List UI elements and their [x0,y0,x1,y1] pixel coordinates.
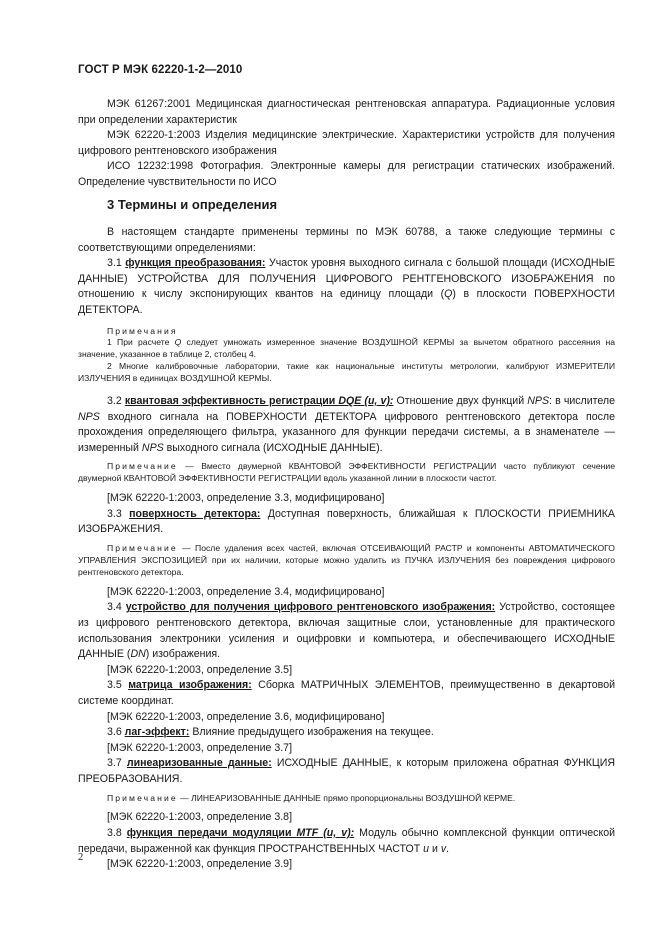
term-3-7: 3.7 линеаризованные данные: ИСХОДНЫЕ ДАННЫЕ, к которым приложена обратная ФУНКЦИЯ ПРЕОБРАЗОВАНИЯ. [78,757,615,785]
page-number: 2 [78,852,84,863]
normative-references [78,97,615,191]
terms-body [78,225,615,873]
source-3-8: [МЭК 62220-1:2003, определение 3.9] [107,858,293,871]
section-intro: В настоящем стандарте применены термины по МЭК 60788, а также следующие термины с соответствующими определениями: [78,226,615,254]
reference-iec-62220: МЭК 62220-1:2003 Изделия медицинские электрические. Характеристики устройств для получения цифрового рентгеновского изображения [78,129,615,157]
note-3-3: Примечание — После удаления всех частей, включая ОТСЕИВАЮЩИЙ РАСТР и компоненты АВТОМАТИЧЕСКОГО УПРАВЛЕНИЯ ЭКСПОЗИЦИЕЙ при их наличии, которые можно удалить из ПУЧКА ИЗЛУЧЕНИЯ без повреждения цифрового рентгеновского детектора. [78,543,615,577]
notes-3-1 [78,326,615,386]
source-3-5: [МЭК 62220-1:2003, определение 3.6, модифицировано] [107,710,385,723]
note-1: 1 При расчете Q следует умножать измеренное значение ВОЗДУШНОЙ КЕРМЫ за вычетом обратного рассеяния на значение, указанное в таблице 2, столбец 4. [78,337,615,360]
term-3-6: 3.6 лаг-эффект: Влияние предыдущего изображения на текущее. [107,726,434,739]
source-3-4: [МЭК 62220-1:2003, определение 3.5] [107,663,293,676]
term-3-3: 3.3 поверхность детектора: Доступная поверхность, ближайшая к ПЛОСКОСТИ ПРИЕМНИКА ИЗОБРАЖЕНИЯ. [78,507,615,536]
term-3-4: 3.4 устройство для получения цифрового рентгеновского изображения: Устройство, состоящее из цифрового рентгеновского детектора, включая защитные слои, установленные для практического использования электроники усиления и оцифровки и компьютера, и обеспечивающего ИСХОДНЫЕ ДАННЫЕ (DN) изображения. [78,601,616,661]
note-3-7: Примечание — ЛИНЕАРИЗОВАННЫЕ ДАННЫЕ прямо пропорциональны ВОЗДУШНОЙ КЕРМЕ. [107,792,516,803]
reference-iso-12232: ИСО 12232:1998 Фотография. Электронные камеры для регистрации статических изображений. Определение чувствительности по ИСО [78,160,615,188]
source-3-2: [МЭК 62220-1:2003, определение 3.3, модифицировано] [107,492,385,505]
term-3-2: 3.2 квантовая эффективность регистрации DQE (u, v): Отношение двух функций NPS: в числителе NPS входного сигнала на ПОВЕРХНОСТИ ДЕТЕКТОРА цифрового рентгеновского детектора после прохождения определяющего фильтра, указанного для функции передачи системы, а в знаменателе — измеренный NPS выходного сигнала (ИСХОДНЫЕ ДАННЫЕ). [78,395,616,454]
source-3-3: [МЭК 62220-1:2003, определение 3.4, модифицировано] [107,585,385,598]
notes-label: Примечания [107,325,178,336]
term-3-8: 3.8 функция передачи модуляции MTF (u, v): Модуль обычно комплексной функции оптической передачи, выраженной как функция ПРОСТРАНСТВЕННЫХ ЧАСТОТ u и v. [78,827,616,855]
reference-iec-61267: МЭК 61267:2001 Медицинская диагностическая рентгеновская аппаратура. Радиационные условия при определении характеристик [78,98,615,126]
term-title: функция преобразования: [125,257,266,270]
term-3-1: 3.1 функция преобразования: Участок уровня выходного сигнала с большой площади (ИСХОДНЫЕ ДАННЫЕ) УСТРОЙСТВА ДЛЯ ПОЛУЧЕНИЯ ЦИФРОВОГО РЕНТГЕНОВСКОГО ИЗОБРАЖЕНИЯ по отношению к числу экспонирующих квантов на единицу площади (Q) в плоскости ПОВЕРХНОСТИ ДЕТЕКТОРА. [78,257,616,316]
note-3-2: Примечание — Вместо двумерной КВАНТОВОЙ ЭФФЕКТИВНОСТИ РЕГИСТРАЦИИ часто публикуют сечение двумерной КВАНТОВОЙ ЭФФЕКТИВНОСТИ РЕГИСТРАЦИИ вдоль указанной линии в плоскости частот. [78,461,615,484]
section-title: 3 Термины и определения [107,197,278,212]
source-3-6: [МЭК 62220-1:2003, определение 3.7] [107,741,293,754]
note-2: 2 Многие калибровочные лаборатории, такие как национальные институты метрологии, калибруют ИЗМЕРИТЕЛИ ИЗЛУЧЕНИЯ в единицах ВОЗДУШНОЙ КЕРМЫ. [78,361,615,384]
term-3-5: 3.5 матрица изображения: Сборка МАТРИЧНЫХ ЭЛЕМЕНТОВ, преимущественно в декартовой системе координат. [78,679,615,707]
standard-header: ГОСТ Р МЭК 62220-1-2—2010 [78,64,243,76]
source-3-7: [МЭК 62220-1:2003, определение 3.8] [107,811,293,824]
